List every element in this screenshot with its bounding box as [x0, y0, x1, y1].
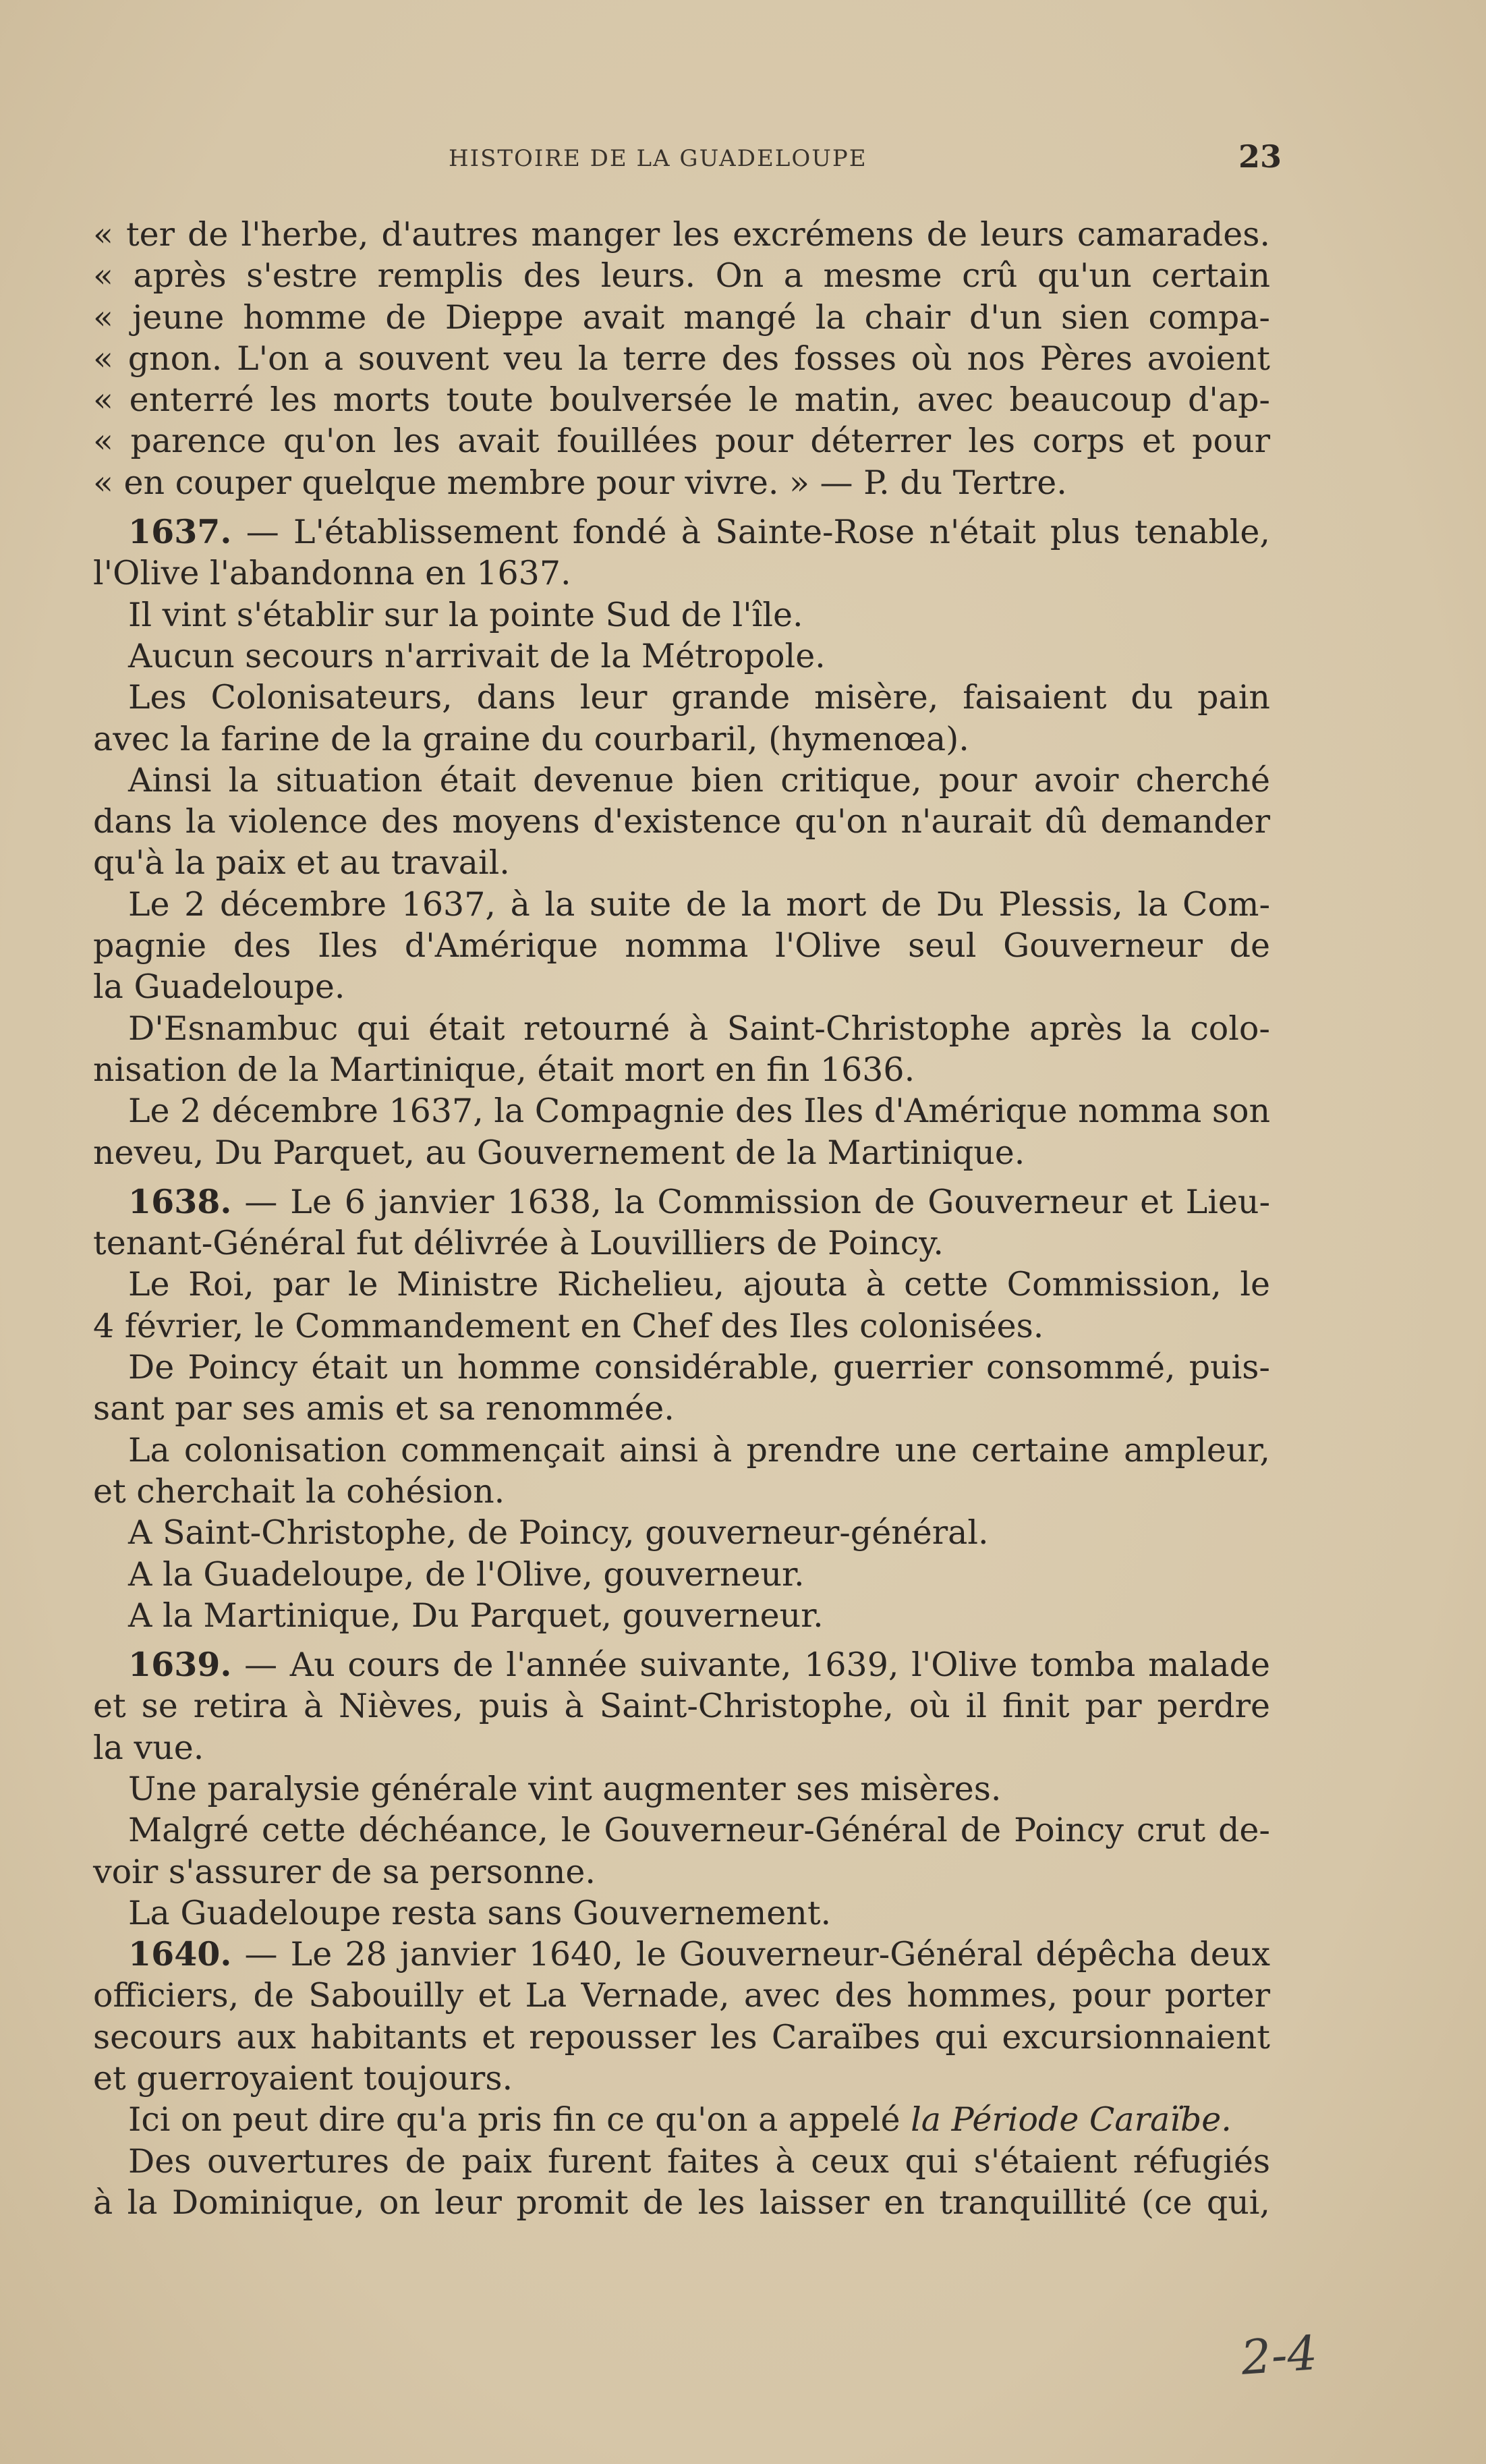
paragraph-text: Ici on peut dire qu'a pris fin ce qu'on a appelé [128, 2100, 911, 2139]
paragraph-text: — Le 6 janvier 1638, la Commission de Gouverneur et Lieu- [231, 1182, 1270, 1221]
paragraph-1639 [93, 1644, 1270, 1768]
paragraph [93, 1810, 1270, 1893]
page-number: 23 [1238, 138, 1282, 175]
paragraph [93, 1768, 1270, 1810]
handwritten-annotation: 2-4 [1239, 2325, 1319, 2386]
paragraph-line: tenant-Général fut délivrée à Louvilliers de Poincy. [93, 1224, 944, 1263]
paragraph-line: avec la farine de la graine du courbaril, (hymenœa). [93, 719, 969, 758]
quote-line: « jeune homme de Dieppe avait mangé la chair d'un sien compa- [93, 298, 1270, 337]
paragraph-line: Des ouvertures de paix furent faites à ceux qui s'étaient réfugiés [128, 2141, 1270, 2181]
quote-line: « parence qu'on les avait fouillées pour déterrer les corps et pour [93, 422, 1270, 461]
paragraph-line: officiers, de Sabouilly et La Vernade, avec des hommes, pour porter [93, 1976, 1270, 2015]
paragraph-text: — Au cours de l'année suivante, 1639, l'Olive tomba malade [231, 1646, 1270, 1685]
paragraph-line: et guerroyaient toujours. [93, 2059, 513, 2098]
paragraph-line: à la Dominique, on leur promit de les laisser en tranquillité (ce qui, [93, 2183, 1270, 2222]
paragraph [93, 1264, 1270, 1347]
running-title: HISTOIRE DE LA GUADELOUPE [449, 145, 867, 172]
paragraph-line: et cherchait la cohésion. [93, 1472, 505, 1511]
quote-line: « enterré les morts toute boulversée le matin, avec beaucoup d'ap- [93, 381, 1270, 420]
quote-line: « ter de l'herbe, d'autres manger les excrémens de leurs camarades. [93, 215, 1270, 254]
paragraph-line: Aucun secours n'arrivait de la Métropole. [128, 636, 826, 675]
year-1638: 1638. [128, 1181, 232, 1221]
quote-line: « gnon. L'on a souvent veu la terre des fosses où nos Pères avoient [93, 339, 1270, 378]
paragraph [93, 1554, 1270, 1595]
paragraph [93, 760, 1270, 884]
paragraph-1638 [93, 1181, 1270, 1264]
paragraph-line: dans la violence des moyens d'existence qu'on n'aurait dû demander [93, 802, 1270, 841]
paragraph-line: La colonisation commençait ainsi à prendre une certaine ampleur, [128, 1430, 1270, 1469]
paragraph-line: Les Colonisateurs, dans leur grande misère, faisaient du pain [128, 678, 1270, 717]
paragraph [93, 636, 1270, 677]
paragraph-line: sant par ses amis et sa renommée. [93, 1389, 675, 1428]
paragraph-text: — L'établissement fondé à Sainte-Rose n'était plus tenable, [231, 513, 1270, 552]
paragraph-line: l'Olive l'abandonna en 1637. [93, 554, 571, 593]
paragraph-line: Malgré cette déchéance, le Gouverneur-Général de Poincy crut de- [128, 1811, 1270, 1850]
paragraph-line: Le 2 décembre 1637, la Compagnie des Iles d'Amérique nomma son [128, 1092, 1271, 1131]
paragraph-line: neveu, Du Parquet, au Gouvernement de la Martinique. [93, 1133, 1025, 1172]
paragraph-line: qu'à la paix et au travail. [93, 843, 510, 883]
quote-line: « en couper quelque membre pour vivre. » — P. du Tertre. [93, 463, 1067, 502]
paragraph [93, 2141, 1270, 2224]
body-text [93, 214, 1270, 2223]
paragraph [93, 1430, 1270, 1513]
paragraph-line: Le Roi, par le Ministre Richelieu, ajouta à cette Commission, le [128, 1265, 1270, 1304]
paragraph-1637 [93, 511, 1270, 594]
paragraph [93, 594, 1270, 636]
year-1640: 1640. [128, 1934, 232, 1974]
paragraph-line: D'Esnambuc qui était retourné à Saint-Christophe après la colo- [128, 1009, 1270, 1048]
paragraph [93, 1347, 1270, 1430]
paragraph-line: Une paralysie générale vint augmenter ses misères. [128, 1769, 1002, 1808]
emphasis-periode-caraibe: la Période Caraïbe. [911, 2100, 1232, 2139]
paragraph [93, 1008, 1270, 1091]
paragraph-text: — Le 28 janvier 1640, le Gouverneur-Général dépêcha deux [231, 1935, 1270, 1974]
year-1639: 1639. [128, 1645, 232, 1685]
paragraph-line: A la Martinique, Du Parquet, gouverneur. [128, 1596, 824, 1635]
paragraph [93, 1893, 1270, 1934]
paragraph-line: la vue. [93, 1728, 204, 1767]
paragraph-line: A la Guadeloupe, de l'Olive, gouverneur. [128, 1555, 805, 1594]
quote-line: « après s'estre remplis des leurs. On a mesme crû qu'un certain [93, 256, 1270, 296]
quote-paragraph [93, 214, 1270, 503]
paragraph-line: secours aux habitants et repousser les Caraïbes qui excursionnaient [93, 2017, 1270, 2056]
paragraph-line: La Guadeloupe resta sans Gouvernement. [128, 1893, 832, 1932]
paragraph [93, 677, 1270, 760]
paragraph-line: A Saint-Christophe, de Poincy, gouverneur-général. [128, 1513, 989, 1552]
year-1637: 1637. [128, 512, 232, 552]
paragraph-line: la Guadeloupe. [93, 968, 345, 1007]
paragraph [93, 1595, 1270, 1636]
paragraph-periode-caraibe [93, 2099, 1270, 2140]
paragraph [93, 1090, 1270, 1173]
paragraph-line: voir s'assurer de sa personne. [93, 1852, 596, 1891]
paragraph-line: Ainsi la situation était devenue bien critique, pour avoir cherché [128, 760, 1270, 800]
paragraph-line: pagnie des Iles d'Amérique nomma l'Olive seul Gouverneur de [93, 926, 1270, 965]
paragraph-line: Il vint s'établir sur la pointe Sud de l'île. [128, 595, 803, 634]
paragraph-line: Le 2 décembre 1637, à la suite de la mort de Du Plessis, la Com- [128, 885, 1270, 924]
paragraph-line: 4 février, le Commandement en Chef des Iles colonisées. [93, 1306, 1044, 1345]
page-header [94, 138, 1282, 179]
paragraph [93, 1512, 1270, 1553]
paragraph-line: nisation de la Martinique, était mort en fin 1636. [93, 1050, 915, 1089]
paragraph [93, 884, 1270, 1008]
paragraph-1640 [93, 1934, 1270, 2099]
paragraph-line: De Poincy était un homme considérable, guerrier consommé, puis- [128, 1348, 1270, 1387]
paragraph-line: et se retira à Nièves, puis à Saint-Christophe, où il finit par perdre [93, 1687, 1270, 1726]
